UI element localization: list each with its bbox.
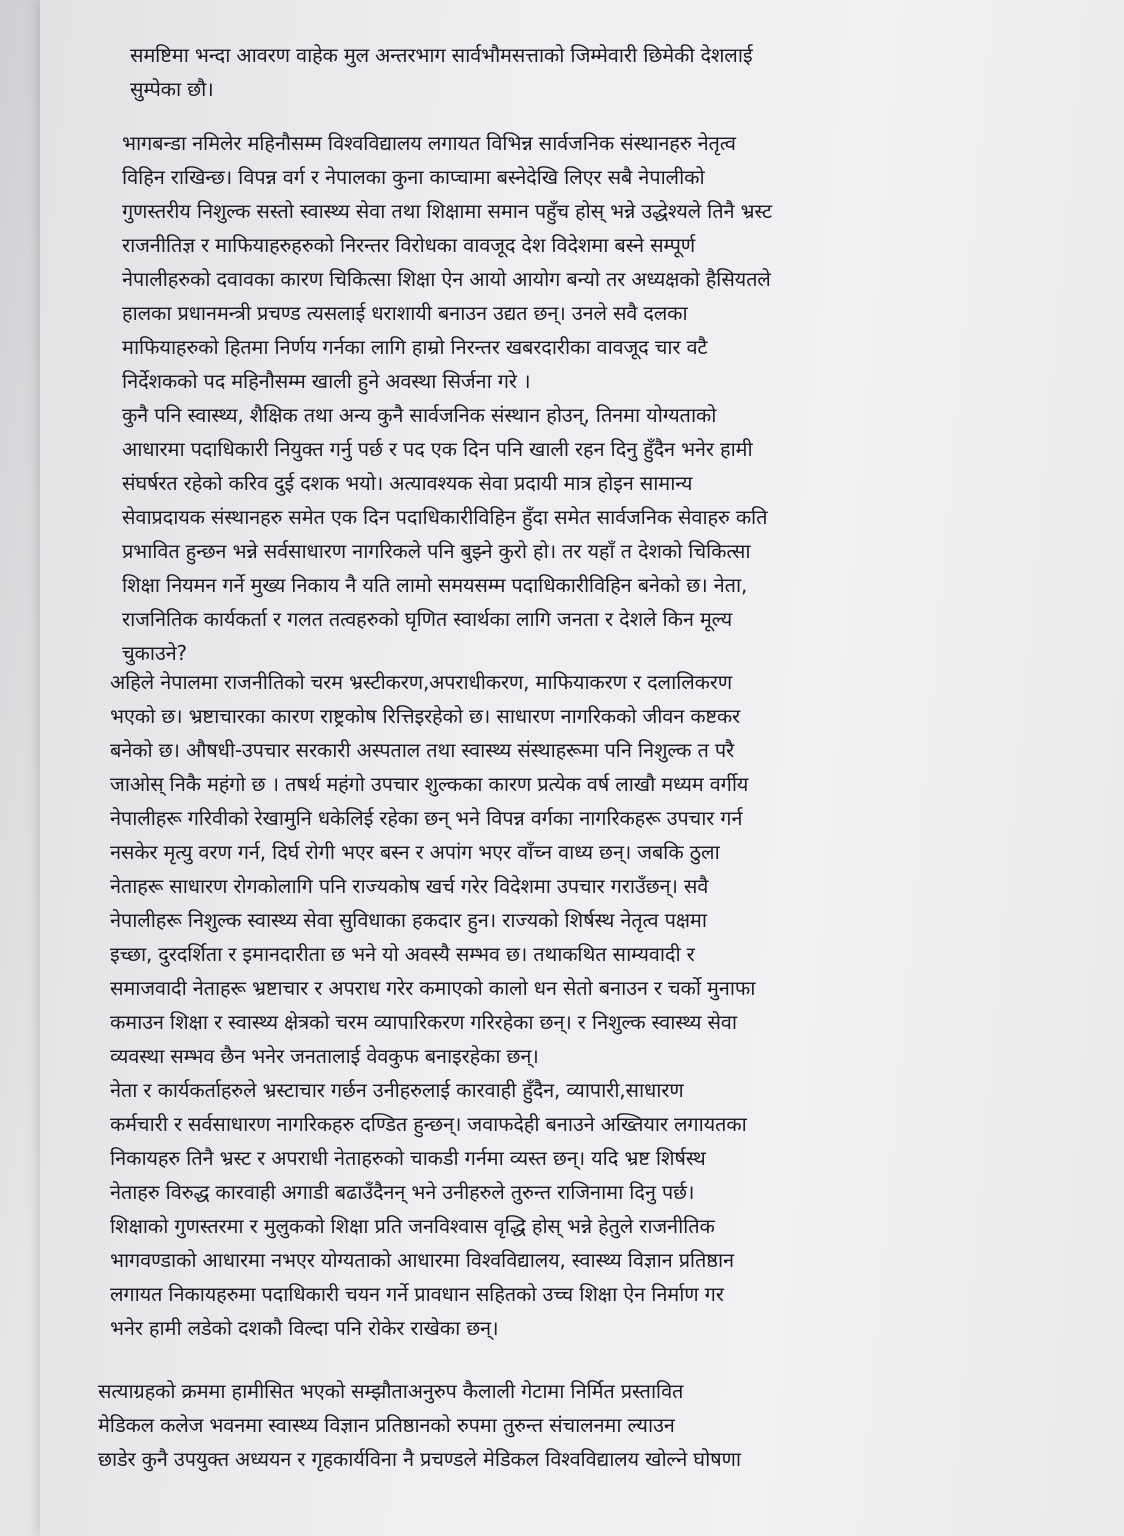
text-line: व्यवस्था सम्भव छैन भनेर जनतालाई वेवकुफ बनाइरहेका छन्। [110,1044,539,1068]
text-line: भागवण्डाको आधारमा नभएर योग्यताको आधारमा विश्वविद्यालय, स्वास्थ्य विज्ञान प्रतिष्ठान [110,1248,734,1272]
text-line: भएको छ। भ्रष्टाचारका कारण राष्ट्रकोष रित्तिइरहेको छ। साधारण नागरिकको जीवन कष्टकर [110,704,741,728]
text-line: नेताहरू साधारण रोगकोलागि पनि राज्यकोष खर्च गरेर विदेशमा उपचार गराउँछन्। सवै [110,874,709,898]
text-line: सुम्पेका छौ। [130,77,214,101]
text-line: माफियाहरुको हितमा निर्णय गर्नका लागि हाम्रो निरन्तर खबरदारीका वावजूद चार वटै [122,335,708,359]
text-line: शिक्षा नियमन गर्ने मुख्य निकाय नै यति लामो समयसम्म पदाधिकारीविहिन बनेको छ। नेता, [122,573,748,597]
paragraph-2 [122,126,1042,670]
text-line: निर्देशकको पद महिनौसम्म खाली हुने अवस्था सिर्जना गरे । [122,369,531,393]
text-line: छाडेर कुनै उपयुक्त अध्ययन र गृहकार्यविना नै प्रचण्डले मेडिकल विश्वविद्यालय खोल्ने घोषणा [98,1447,741,1471]
text-line: गुणस्तरीय निशुल्क सस्तो स्वास्थ्य सेवा तथा शिक्षामा समान पहुँच होस् भन्ने उद्धेश्यले तिनै भ्रस्ट [122,199,772,223]
text-line: राजनितिक कार्यकर्ता र गलत तत्वहरुको घृणित स्वार्थका लागि जनता र देशले किन मूल्य [122,607,732,631]
text-line: समाजवादी नेताहरू भ्रष्टाचार र अपराध गरेर कमाएको कालो धन सेतो बनाउन र चर्को मुनाफा [110,976,756,1000]
text-line: इच्छा, दुरदर्शिता र इमानदारीता छ भने यो अवस्यै सम्भव छ। तथाकथित साम्यवादी र [110,942,695,966]
text-line: प्रभावित हुन्छन भन्ने सर्वसाधारण नागरिकले पनि बुझ्ने कुरो हो। तर यहाँ त देशको चिकित्सा [122,539,751,563]
text-line: लगायत निकायहरुमा पदाधिकारी चयन गर्ने प्रावधान सहितको उच्च शिक्षा ऐन निर्माण गर [110,1282,724,1306]
text-line: शिक्षाको गुणस्तरमा र मुलुकको शिक्षा प्रति जनविश्वास वृद्धि होस् भन्ने हेतुले राजनीतिक [110,1214,715,1238]
text-line: राजनीतिज्ञ र माफियाहरुहरुको निरन्तर विरोधका वावजूद देश विदेशमा बस्ने सम्पूर्ण [122,233,696,257]
text-line: अहिले नेपालमा राजनीतिको चरम भ्रस्टीकरण,अपराधीकरण, माफियाकरण र दलालिकरण [110,670,733,694]
text-line: भागबन्डा नमिलेर महिनौसम्म विश्वविद्यालय लगायत विभिन्न सार्वजनिक संस्थानहरु नेतृत्व [122,131,736,155]
text-line: जाओस् निकै महंगो छ । तषर्थ महंगो उपचार शुल्कका कारण प्रत्येक वर्ष लाखौ मध्यम वर्गीय [110,772,749,796]
text-line: नेपालीहरुको दवावका कारण चिकित्सा शिक्षा ऐन आयो आयोग बन्यो तर अध्यक्षको हैसियतले [122,267,771,291]
text-line: समष्टिमा भन्दा आवरण वाहेक मुल अन्तरभाग सार्वभौमसत्ताको जिम्मेवारी छिमेकी देशलाई [130,43,753,67]
text-line: चुकाउने? [122,641,187,665]
text-line: सेवाप्रदायक संस्थानहरु समेत एक दिन पदाधिकारीविहिन हुँदा समेत सार्वजनिक सेवाहरु कति [122,505,768,529]
text-line: भनेर हामी लडेको दशकौ विल्दा पनि रोकेर राखेका छन्। [110,1316,499,1340]
text-line: नेपालीहरू गरिवीको रेखामुनि धकेलिई रहेका छन् भने विपन्न वर्गका नागरिकहरू उपचार गर्न [110,806,743,830]
text-line: नसकेर मृत्यु वरण गर्न, दिर्घ रोगी भएर बस्न र अपांग भएर वाँच्न वाध्य छन्। जबकि ठुला [110,840,720,864]
text-line: नेपालीहरू निशुल्क स्वास्थ्य सेवा सुविधाका हकदार हुन। राज्यको शिर्षस्थ नेतृत्व पक्षमा [110,908,707,932]
text-line: नेता र कार्यकर्ताहरुले भ्रस्टाचार गर्छन उनीहरुलाई कारवाही हुँदैन, व्यापारी,साधारण [110,1078,684,1102]
text-line: नेताहरु विरुद्ध कारवाही अगाडी बढाउँदैनन् भने उनीहरुले तुरुन्त राजिनामा दिनु पर्छ। [110,1180,695,1204]
text-line: बनेको छ। औषधी-उपचार सरकारी अस्पताल तथा स्वास्थ्य संस्थाहरूमा पनि निशुल्क त परै [110,738,734,762]
text-line: हालका प्रधानमन्त्री प्रचण्ड त्यसलाई धराशायी बनाउन उद्यत छन्। उनले सवै दलका [122,301,688,325]
text-line: कमाउन शिक्षा र स्वास्थ्य क्षेत्रको चरम व्यापारिकरण गरिरहेका छन्। र निशुल्क स्वास्थ्य सेवा [110,1010,737,1034]
text-line: कर्मचारी र सर्वसाधारण नागरिकहरु दण्डित हुन्छन्। जवाफदेही बनाउने अख्तियार लगायतका [110,1112,747,1136]
text-line: संघर्षरत रहेको करिव दुई दशक भयो। अत्यावश्यक सेवा प्रदायी मात्र होइन सामान्य [122,471,693,495]
text-line: सत्याग्रहको क्रममा हामीसित भएको सम्झौताअनुरुप कैलाली गेटामा निर्मित प्रस्तावित [98,1379,684,1403]
text-line: विहिन राखिन्छ। विपन्न वर्ग र नेपालका कुना काप्चामा बस्नेदेखि लिएर सबै नेपालीको [122,165,705,189]
paragraph-3 [110,665,1030,1345]
paragraph-4 [98,1374,1018,1476]
text-line: आधारमा पदाधिकारी नियुक्त गर्नु पर्छ र पद एक दिन पनि खाली रहन दिनु हुँदैन भनेर हामी [122,437,753,461]
text-line: निकायहरु तिनै भ्रस्ट र अपराधी नेताहरुको चाकडी गर्नमा व्यस्त छन्। यदि भ्रष्ट शिर्षस्थ [110,1146,706,1170]
paragraph-1 [130,38,1050,106]
text-line: मेडिकल कलेज भवनमा स्वास्थ्य विज्ञान प्रतिष्ठानको रुपमा तुरुन्त संचालनमा ल्याउन [98,1413,675,1437]
text-line: कुनै पनि स्वास्थ्य, शैक्षिक तथा अन्य कुनै सार्वजनिक संस्थान होउन्, तिनमा योग्यताको [122,403,717,427]
paper-sheet [40,0,1124,1536]
